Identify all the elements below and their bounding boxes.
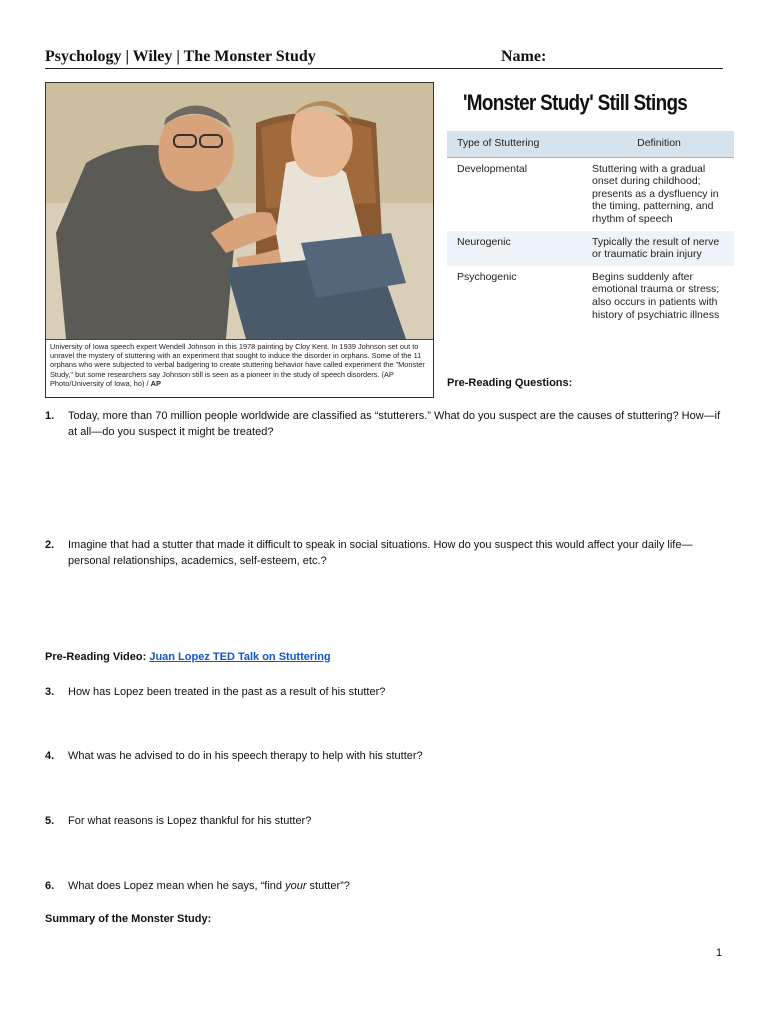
question-text [68,879,723,895]
row-type: Psychogenic [457,270,517,283]
row-definition: Begins suddenly after emotional trauma or stress; also occurs in patients with history of psychiatric illness [592,270,720,321]
painting-photo [45,82,434,398]
caption-text: University of Iowa speech expert Wendell Johnson in this 1978 painting by Cloy Kent. In 1939 Johnson set out to unravel the mystery of stuttering with an experiment that sought to induce the disorder in orphans. Some of the 11 orphans who were subjected to verbal badgering to create stuttering behavior have called experiment the "Monster Study," but some researchers say Johnson still is seen as a pioneer in the study of speech disorders. (AP Photo/University of Iowa, ho) [50,342,425,388]
question-text: How has Lopez been treated in the past as a result of his stutter? [68,686,386,698]
column-header-type: Type of Stuttering [447,131,582,157]
question-number: 4. [45,750,55,762]
stuttering-types-table [447,131,734,326]
ted-talk-link[interactable]: Juan Lopez TED Talk on Stuttering [149,651,331,663]
pre-reading-questions-heading: Pre-Reading Questions: [447,377,573,389]
question-number: 1. [45,410,55,422]
question-text-end: stutter”? [306,880,350,892]
question-text-start: What does Lopez mean when he says, “find [68,880,286,892]
stuttering-types-panel [447,86,734,331]
caption-credit: AP [150,378,161,388]
question-text: Imagine that had a stutter that made it difficult to speak in social situations. How do you suspect this would affect your daily life—personal relationships, academics, self-esteem, etc.? [68,539,693,567]
row-type: Neurogenic [447,231,582,266]
question-text: For what reasons is Lopez thankful for his stutter? [68,815,312,827]
table-row [447,231,734,266]
question-text: What was he advised to do in his speech therapy to help with his stutter? [68,750,423,762]
row-definition: Typically the result of nerve or traumatic brain injury [582,231,734,266]
painting-illustration [46,83,434,339]
page-number: 1 [716,947,723,959]
name-label: Name: [501,48,547,65]
video-label: Pre-Reading Video: [45,651,147,663]
stuttering-table-title: 'Monster Study' Still Stings [463,90,688,115]
pre-reading-video [45,651,331,663]
question-text: Today, more than 70 million people worldwide are classified as “stutterers.” What do you suspect are the causes of stuttering? How—if at all—do you suspect it might be treated? [68,410,721,438]
row-definition: Stuttering with a gradual onset during childhood; presents as a dysfluency in the timing, patterning, and rhythm of speech [592,162,719,225]
row-type: Developmental [457,162,528,175]
question-number: 6. [45,880,55,892]
summary-heading: Summary of the Monster Study: [45,913,212,925]
column-header-definition: Definition [582,131,734,157]
document-title: Psychology | Wiley | The Monster Study [45,48,316,65]
photo-caption: University of Iowa speech expert Wendell Johnson in this 1978 painting by Cloy Kent. In 1939 Johnson set out to unravel the mystery of stuttering with an experiment that sought to induce the disorder in orphans. Some of the 11 orphans who were subjected to verbal badgering to create stuttering behavior have called experiment the "Monster Study," but some researchers say Johnson still is seen as a pioneer in the study of speech disorders. (AP Photo/University of Iowa, ho) / AP [46,339,433,398]
table-row [447,157,734,230]
table-header-row [447,131,734,157]
question-number: 3. [45,686,55,698]
question-text-italic: your [285,880,307,892]
table-row [447,266,734,326]
question-number: 5. [45,815,55,827]
question-number: 2. [45,539,55,551]
document-header [45,48,723,69]
